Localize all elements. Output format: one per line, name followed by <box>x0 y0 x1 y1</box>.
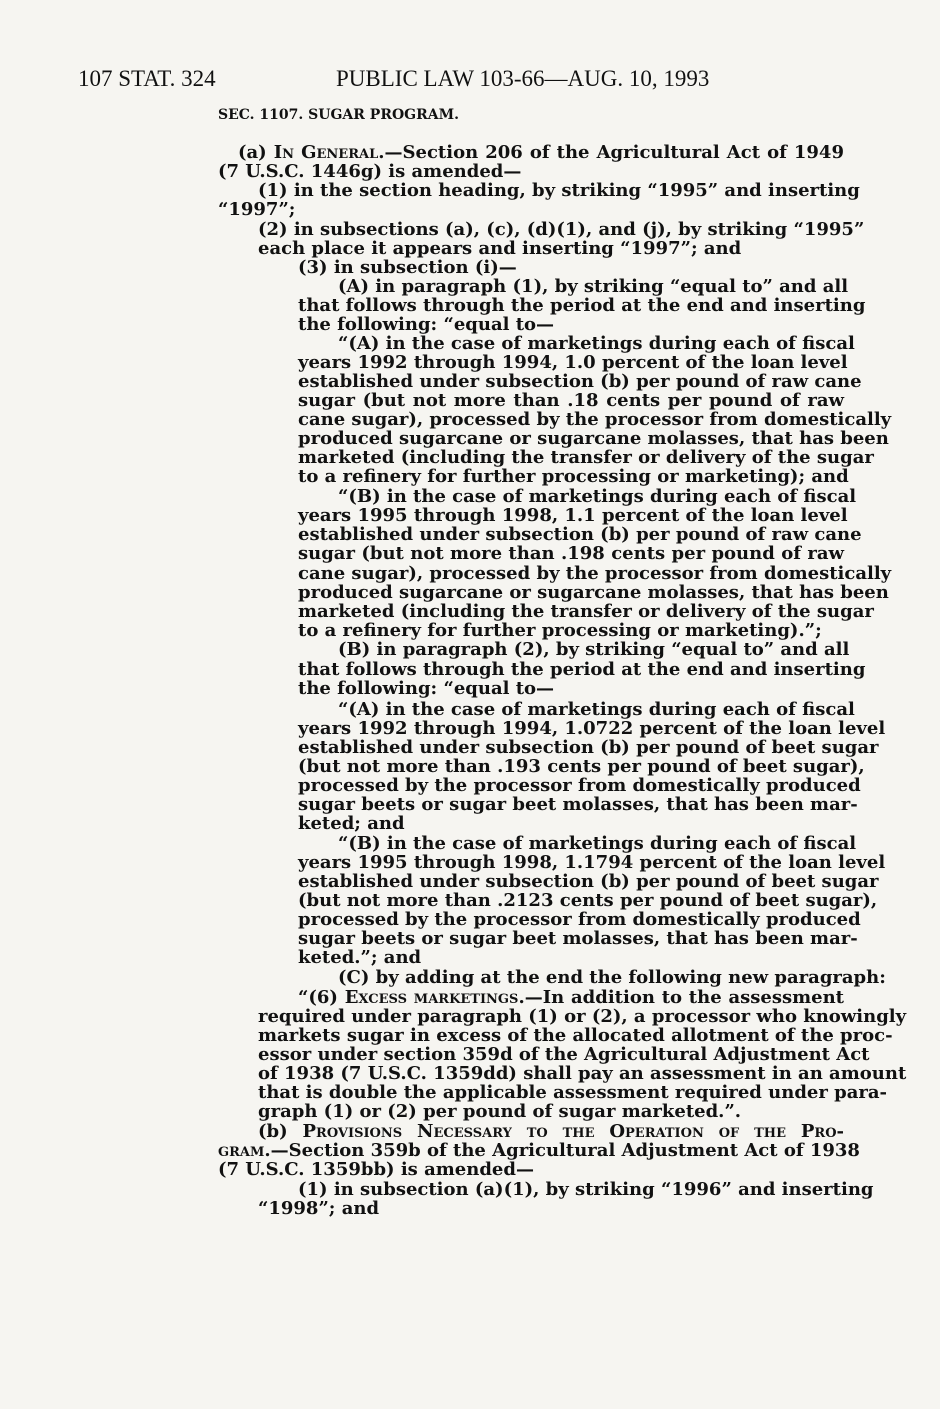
text-line: established under subsection (b) per pound of beet sugar <box>298 737 879 758</box>
text-line: (C) by adding at the end the following new paragraph: <box>338 967 886 988</box>
text-line: “(B) in the case of marketings during each of fiscal <box>338 486 857 507</box>
text-line: “(6) Excess marketings.—In addition to the assessment <box>298 987 844 1008</box>
text-line: sugar beets or sugar beet molasses, that has been mar- <box>298 794 858 815</box>
heading-small-caps: In General <box>273 142 379 163</box>
stat-page-number: 107 STAT. 324 <box>78 66 216 91</box>
text-line: (B) in paragraph (2), by striking “equal to” and all <box>338 639 850 660</box>
text-line: required under paragraph (1) or (2), a processor who knowingly <box>258 1006 907 1027</box>
text-line: years 1995 through 1998, 1.1 percent of the loan level <box>298 505 848 526</box>
text-line: (2) in subsections (a), (c), (d)(1), and (j), by striking “1995” <box>258 219 865 240</box>
text-line: sugar (but not more than .198 cents per pound of raw <box>298 543 844 564</box>
text-line: (7 U.S.C. 1359bb) is amended— <box>218 1159 534 1180</box>
text-line: “(A) in the case of marketings during each of fiscal <box>338 699 855 720</box>
text-line: to a refinery for further processing or marketing); and <box>298 466 849 487</box>
text-line: graph (1) or (2) per pound of sugar marketed.”. <box>258 1101 742 1122</box>
text-line: the following: “equal to— <box>298 314 555 335</box>
text-line: that follows through the period at the end and inserting <box>298 659 866 680</box>
text-line: of 1938 (7 U.S.C. 1359dd) shall pay an assessment in an amount <box>258 1063 907 1084</box>
heading-small-caps: Provisions Necessary to the Operation of the Pro- <box>302 1121 844 1142</box>
text-line: “1998”; and <box>258 1198 380 1219</box>
text-line: markets sugar in excess of the allocated allotment of the proc- <box>258 1025 893 1046</box>
page-header <box>78 66 858 96</box>
text-line: established under subsection (b) per pound of raw cane <box>298 524 862 545</box>
text-line: produced sugarcane or sugarcane molasses, that has been <box>298 428 889 449</box>
text-line: (a) In General.—Section 206 of the Agricultural Act of 1949 <box>238 142 844 163</box>
text-line: sugar beets or sugar beet molasses, that has been mar- <box>298 928 858 949</box>
text-line: each place it appears and inserting “1997”; and <box>258 238 742 259</box>
text-line: years 1992 through 1994, 1.0 percent of the loan level <box>298 352 848 373</box>
text-line: cane sugar), processed by the processor from domestically <box>298 563 892 584</box>
text-line: established under subsection (b) per pound of raw cane <box>298 371 862 392</box>
text-line: the following: “equal to— <box>298 678 555 699</box>
public-law-citation: PUBLIC LAW 103-66—AUG. 10, 1993 <box>336 66 710 91</box>
text-line: (A) in paragraph (1), by striking “equal to” and all <box>338 276 849 297</box>
text-line: (but not more than .2123 cents per pound of beet sugar), <box>298 890 878 911</box>
text-line: processed by the processor from domestically produced <box>298 909 861 930</box>
text-line: (3) in subsection (i)— <box>298 257 517 278</box>
text-line: that is double the applicable assessment required under para- <box>258 1082 887 1103</box>
text-line: to a refinery for further processing or marketing).”; <box>298 620 822 641</box>
text-line: that follows through the period at the end and inserting <box>298 295 866 316</box>
text-line: years 1995 through 1998, 1.1794 percent of the loan level <box>298 852 886 873</box>
text-line: keted.”; and <box>298 947 422 968</box>
text-line: produced sugarcane or sugarcane molasses, that has been <box>298 582 889 603</box>
text-line: years 1992 through 1994, 1.0722 percent of the loan level <box>298 718 886 739</box>
text-line: (1) in subsection (a)(1), by striking “1996” and inserting <box>298 1179 874 1200</box>
text-line: sugar (but not more than .18 cents per pound of raw <box>298 390 844 411</box>
text-line: keted; and <box>298 813 405 834</box>
text-line: “(B) in the case of marketings during each of fiscal <box>338 833 857 854</box>
section-heading: SEC. 1107. SUGAR PROGRAM. <box>218 107 459 123</box>
text-line: established under subsection (b) per pound of beet sugar <box>298 871 879 892</box>
text-line: gram.—Section 359b of the Agricultural Adjustment Act of 1938 <box>218 1140 860 1161</box>
text-line: “(A) in the case of marketings during each of fiscal <box>338 333 855 354</box>
heading-small-caps: Excess marketings <box>344 987 519 1008</box>
text-line: processed by the processor from domestically produced <box>298 775 861 796</box>
heading-small-caps: gram <box>218 1140 265 1161</box>
text-line: (but not more than .193 cents per pound of beet sugar), <box>298 756 865 777</box>
text-line: “1997”; <box>218 199 296 220</box>
text-line: (1) in the section heading, by striking “1995” and inserting <box>258 180 860 201</box>
text-line: marketed (including the transfer or delivery of the sugar <box>298 601 874 622</box>
text-line: essor under section 359d of the Agricultural Adjustment Act <box>258 1044 870 1065</box>
text-line: cane sugar), processed by the processor from domestically <box>298 409 892 430</box>
text-line: marketed (including the transfer or delivery of the sugar <box>298 447 874 468</box>
text-line: (b) Provisions Necessary to the Operation of the Pro- <box>258 1121 844 1142</box>
text-line: (7 U.S.C. 1446g) is amended— <box>218 161 522 182</box>
